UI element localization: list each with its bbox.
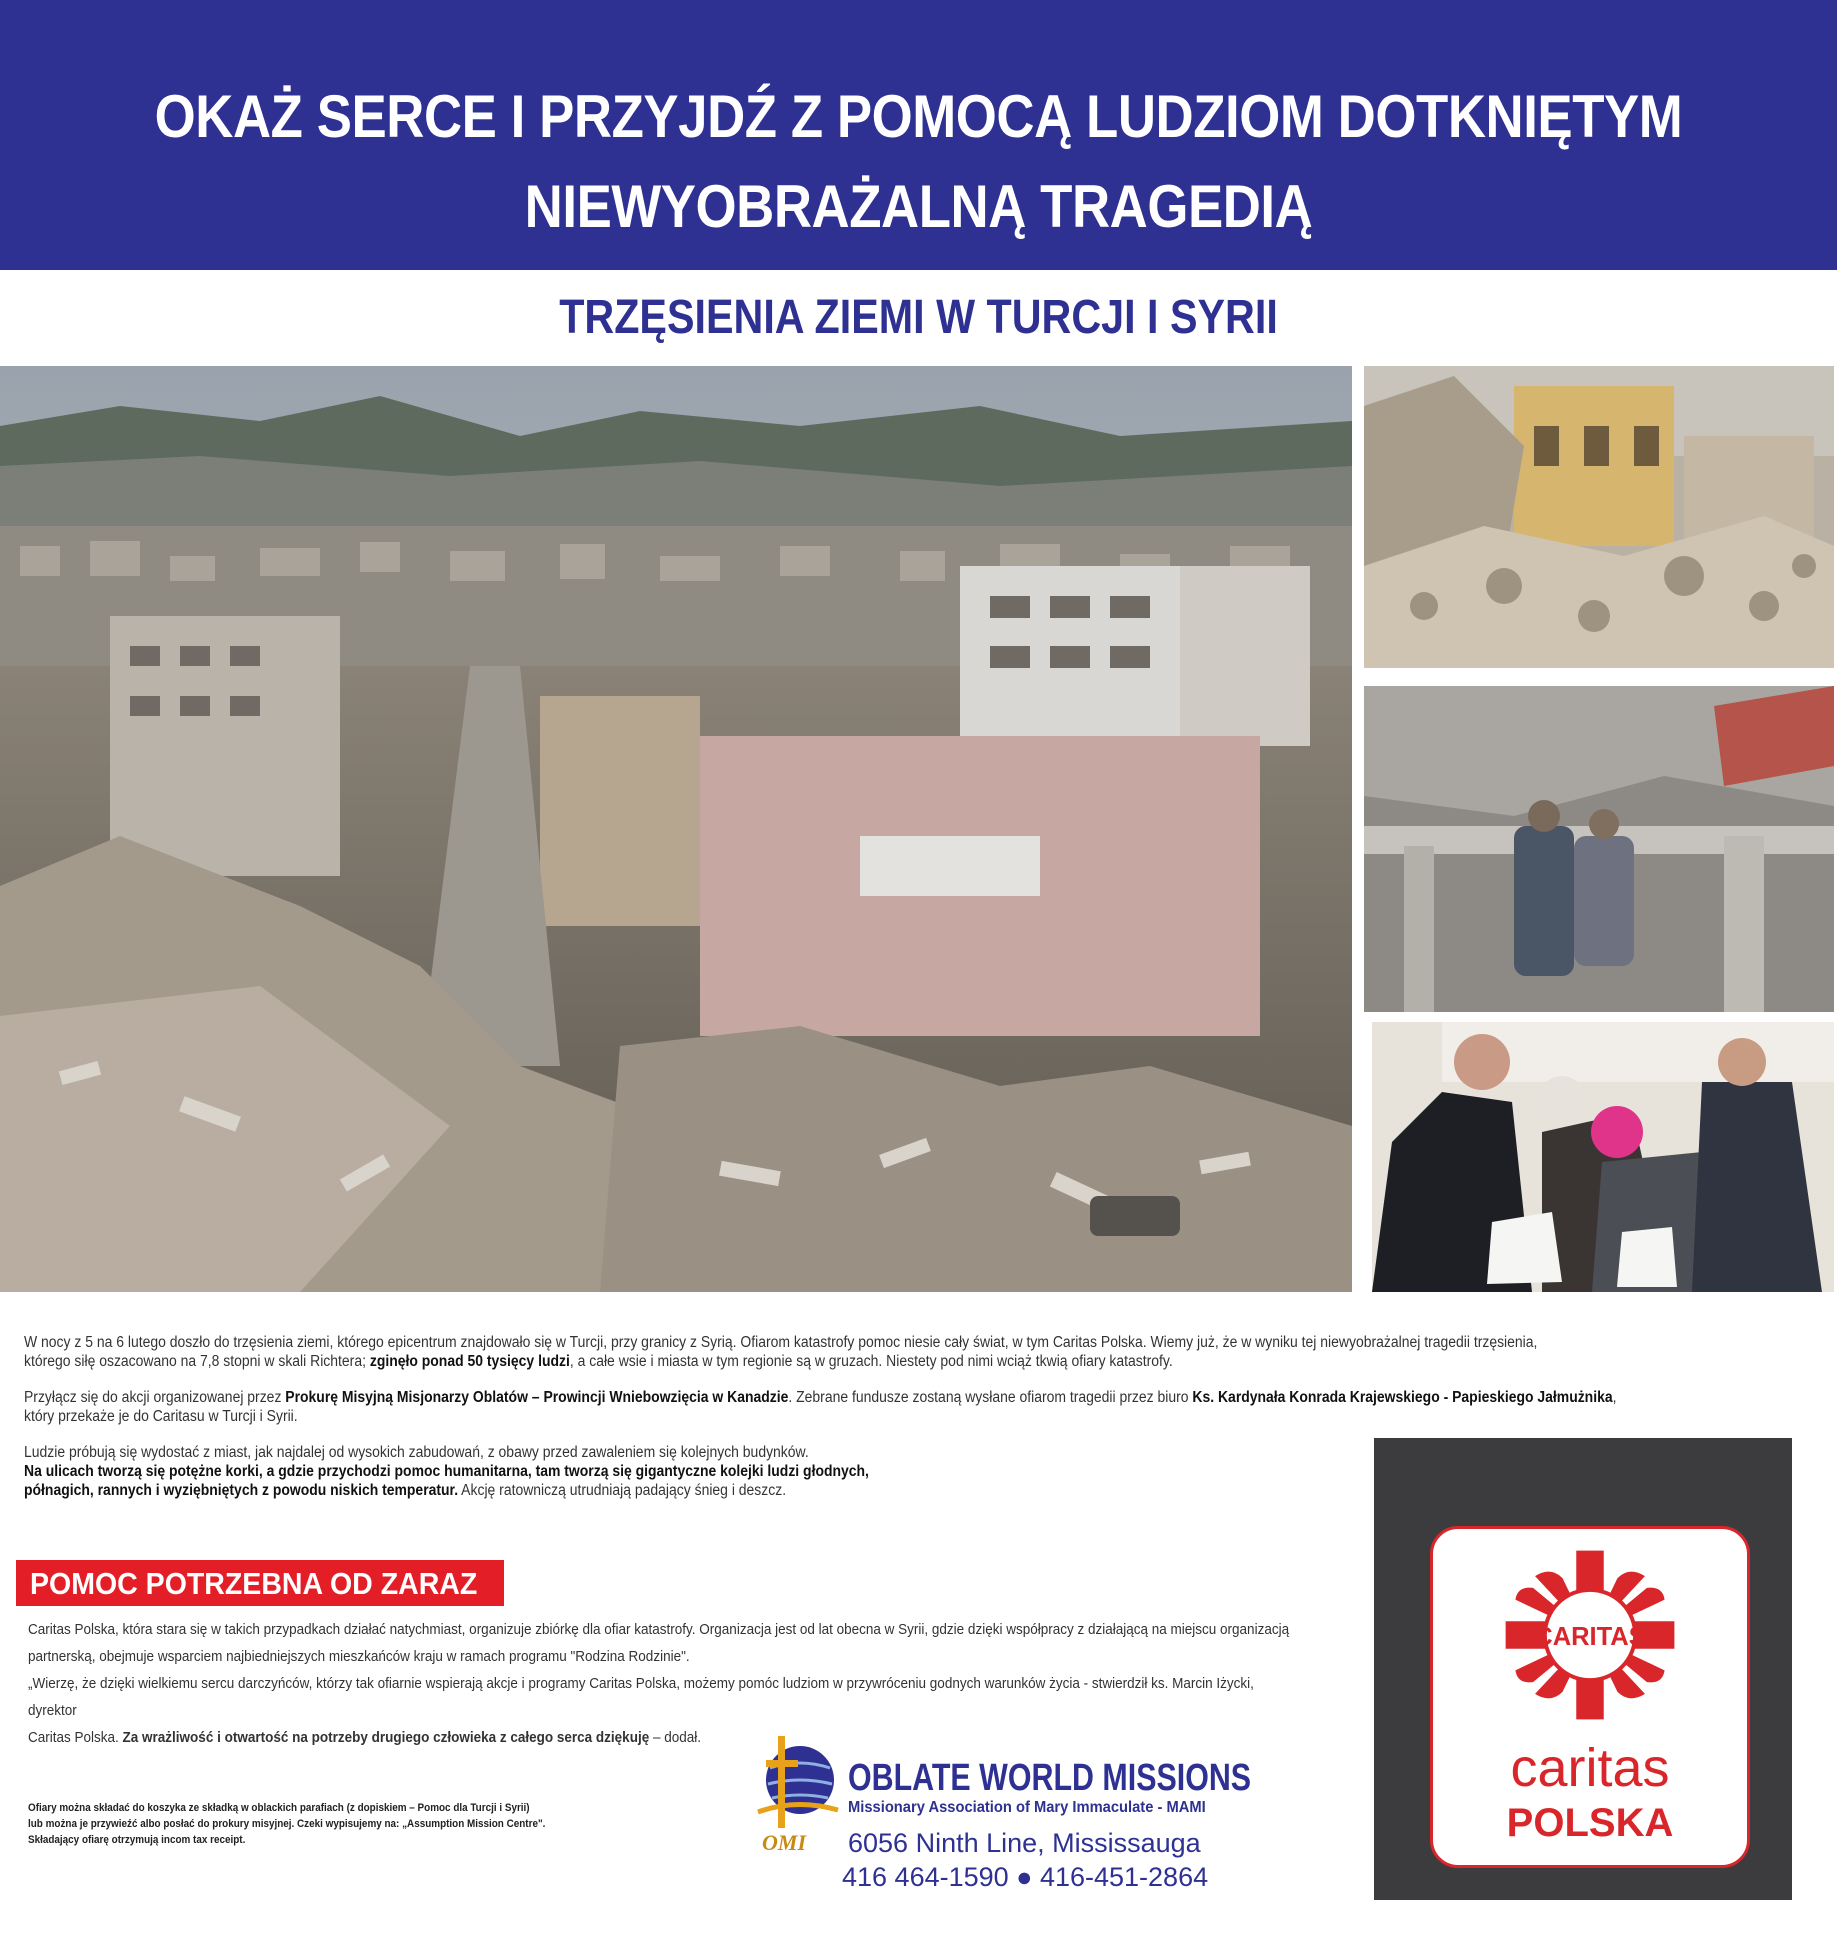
intro-p1-line1: W nocy z 5 na 6 lutego doszło do trzęsienia ziemi, którego epicentrum znajdowało się w Turcji, przy granicy z Syrią. Ofiarom katastrofy pomoc niesie cały świat, w tym Caritas Polska. Wiemy już, że w wyniku tej niewyobrażalnej tragedii trzęsienia, xyxy=(24,1334,1538,1351)
intro-p1-end: , a całe wsie i miasta w tym regionie są w gruzach. Niestety pod nimi wciąż tkwią ofiary katastrofy. xyxy=(569,1353,1173,1370)
intro-paragraph-2 xyxy=(24,1388,1779,1426)
intro-p3-bold-line2: półnagich, rannych i wyziębniętych z powodu niskich temperatur. xyxy=(24,1482,459,1499)
help-needed-heading: POMOC POTRZEBNA OD ZARAZ xyxy=(30,1566,478,1601)
caritas-ring-text: CARITAS xyxy=(1534,1622,1646,1651)
donation-note xyxy=(28,1800,728,1848)
donation-note-line-2: lub można je przywieźć albo posłać do prokury misyjnej. Czeki wypisujemy na: „Assumption Mission Centre". xyxy=(28,1818,546,1830)
intro-p2-mid: . Zebrane fundusze zostaną wysłane ofiarom tragedii przez biuro xyxy=(788,1389,1193,1406)
subtitle: TRZĘSIENIA ZIEMI W TURCJI I SYRII xyxy=(559,291,1278,344)
aid-line-4-end: – dodał. xyxy=(649,1729,702,1746)
aid-line-3: „Wierzę, że dzięki wielkiemu sercu darczyńców, którzy tak ofiarnie wspierają akcje i programy Caritas Polska, możemy pomóc ludziom w przywróceniu godnych warunków życia - stwierdził ks. Marcin Iżycki, dyrektor xyxy=(28,1675,1254,1719)
intro-p3-line1: Ludzie próbują się wydostać z miast, jak najdalej od wysokich zabudowań, z obawy przed zawaleniem się kolejnych budynków. xyxy=(24,1444,809,1461)
omi-emblem-label: OMI xyxy=(762,1830,807,1855)
org-address: 6056 Ninth Line, Mississauga xyxy=(848,1828,1201,1858)
aid-text xyxy=(28,1616,1298,1751)
thanks-highlight: Za wrażliwość i otwartość na potrzeby drugiego człowieka z całego serca dziękuję xyxy=(122,1729,650,1746)
intro-p3-bold-line1: Na ulicach tworzą się potężne korki, a gdzie przychodzi pomoc humanitarna, tam tworzą się gigantyczne kolejki ludzi głodnych, xyxy=(24,1463,869,1480)
org-title: OBLATE WORLD MISSIONS xyxy=(848,1757,1252,1799)
caritas-name: caritas xyxy=(1510,1738,1670,1798)
donation-note-line-3: Składający ofiarę otrzymują incom tax receipt. xyxy=(28,1834,246,1846)
help-needed-banner xyxy=(16,1560,504,1606)
intro-p1-text: którego siłę oszacowano na 7,8 stopni w skali Richtera; xyxy=(24,1353,370,1370)
caritas-country: POLSKA xyxy=(1506,1801,1674,1845)
rescue-operation-photo xyxy=(1364,686,1834,1012)
intro-p2-text: Przyłącz się do akcji organizowanej przez xyxy=(24,1389,286,1406)
donation-note-line-1: Ofiary można składać do koszyka ze składką w oblackich parafiach (z dopiskiem – Pomoc dla Turcji i Syrii) xyxy=(28,1802,530,1814)
org-subtitle: Missionary Association of Mary Immaculate - MAMI xyxy=(848,1799,1206,1816)
intro-paragraph-3 xyxy=(24,1443,1356,1500)
intro-p2-line2: który przekaże je do Caritasu w Turcji i Syrii. xyxy=(24,1408,298,1425)
intro-p3-end: Akcję ratowniczą utrudniają padający śnieg i deszcz. xyxy=(458,1482,787,1499)
organizer-highlight: Prokurę Misyjną Misjonarzy Oblatów – Prowincji Wniebowzięcia w Kanadzie xyxy=(285,1389,789,1406)
org-phone: 416 464-1590 ● 416-451-2864 xyxy=(842,1862,1209,1892)
intro-p2-comma: , xyxy=(1612,1389,1617,1406)
header-banner xyxy=(0,0,1837,270)
headline-line-2: NIEWYOBRAŻALNĄ TRAGEDIĄ xyxy=(524,173,1313,240)
aid-distribution-photo xyxy=(1372,1022,1834,1292)
aid-line-2: partnerską, obejmuje wsparciem najbiedniejszych mieszkańców kraju w ramach programu "Rodzina Rodzinie". xyxy=(28,1648,690,1665)
intro-paragraph-1 xyxy=(24,1333,1779,1371)
caritas-cross-icon xyxy=(1433,1535,1747,1735)
cardinal-highlight: Ks. Kardynała Konrada Krajewskiego - Papieskiego Jałmużnika xyxy=(1192,1389,1613,1406)
aid-line-1: Caritas Polska, która stara się w takich przypadkach działać natychmiast, organizuje zbiórkę dla ofiar katastrofy. Organizacja jest od lat obecna w Syrii, gdzie dzięki współpracy z działającą na miejscu organizacją xyxy=(28,1621,1290,1638)
aid-line-4-start: Caritas Polska. xyxy=(28,1729,123,1746)
headline-line-1: OKAŻ SERCE I PRZYJDŹ Z POMOCĄ LUDZIOM DOTKNIĘTYM xyxy=(154,83,1683,150)
ruined-buildings-photo xyxy=(1364,366,1834,668)
death-toll-highlight: zginęło ponad 50 tysięcy ludzi xyxy=(369,1353,570,1370)
aid-line-4 xyxy=(28,1724,1297,1751)
earthquake-city-photo xyxy=(0,366,1352,1292)
caritas-badge xyxy=(1430,1526,1750,1868)
caritas-logo-panel xyxy=(1374,1438,1792,1900)
